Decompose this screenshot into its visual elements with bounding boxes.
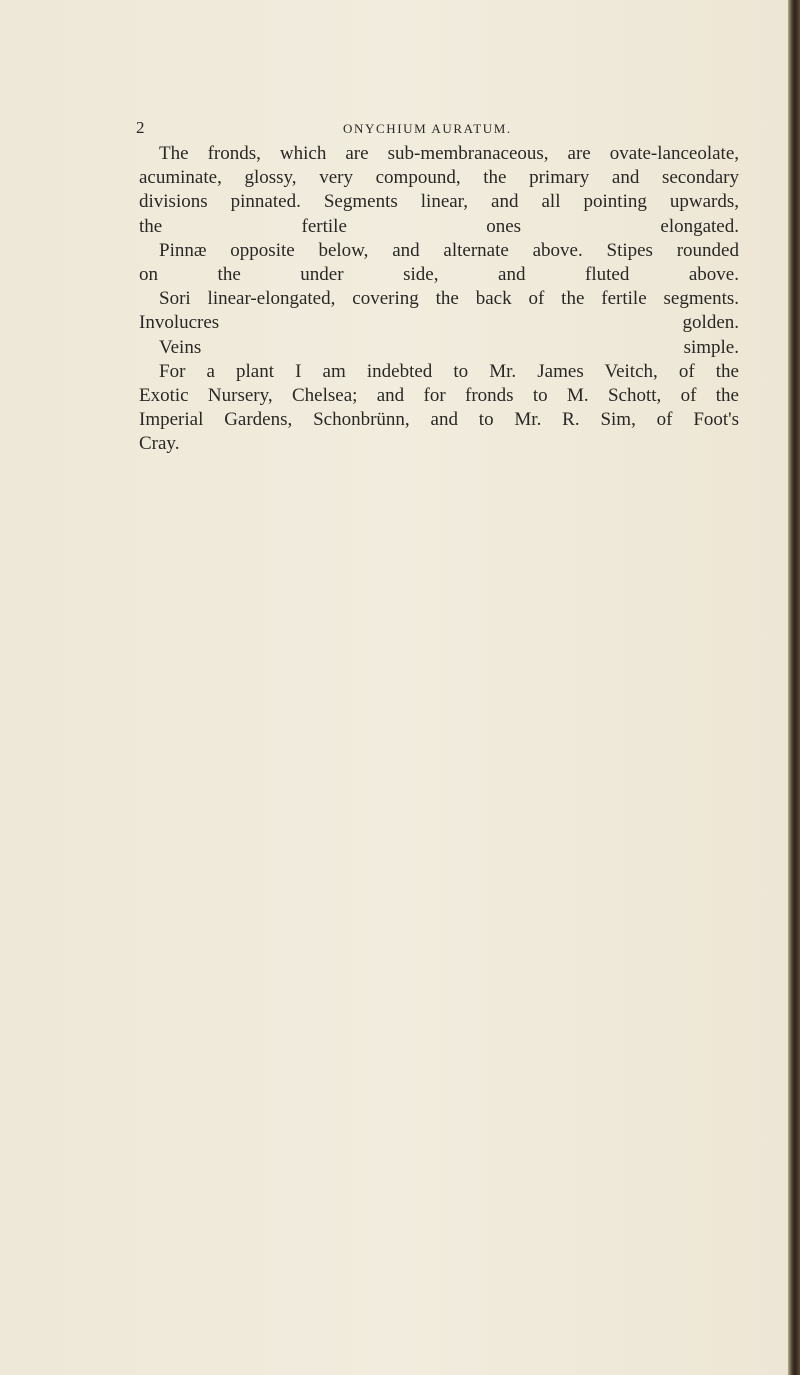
paragraph-fronds xyxy=(139,142,739,239)
text-line: Pinnæ opposite below, and alternate above. Stipes rounded xyxy=(159,239,739,261)
text-line: on the under side, and fluted above. xyxy=(139,264,739,286)
page-number: 2 xyxy=(136,118,145,137)
running-title: ONYCHIUM AURATUM. xyxy=(343,121,512,136)
paragraph-veins xyxy=(139,336,739,360)
text-line: the fertile ones elongated. xyxy=(139,215,739,237)
paragraph-sori xyxy=(139,287,739,335)
text-line: Imperial Gardens, Schonbrünn, and to Mr. R. Sim, of Foot's xyxy=(139,409,739,431)
text-line: divisions pinnated. Segments linear, and all pointing upwards, xyxy=(139,191,739,213)
page-binding-edge xyxy=(788,0,800,1375)
text-line: Exotic Nursery, Chelsea; and for fronds to M. Schott, of the xyxy=(139,385,739,407)
page-header xyxy=(136,118,756,138)
text-line: Involucres golden. xyxy=(139,312,739,334)
text-line: For a plant I am indebted to Mr. James Veitch, of the xyxy=(159,360,739,382)
text-line: The fronds, which are sub-membranaceous, are ovate-lanceolate, xyxy=(159,143,739,164)
text-line: Sori linear-elongated, covering the back of the fertile segments. xyxy=(159,288,739,310)
text-line: Cray. xyxy=(139,433,180,455)
paragraph-pinnae xyxy=(139,239,739,287)
paragraph-acknowledgement xyxy=(139,360,739,457)
text-line: Veins simple. xyxy=(159,336,739,358)
body-text xyxy=(139,142,739,457)
text-line: acuminate, glossy, very compound, the primary and secondary xyxy=(139,167,739,189)
